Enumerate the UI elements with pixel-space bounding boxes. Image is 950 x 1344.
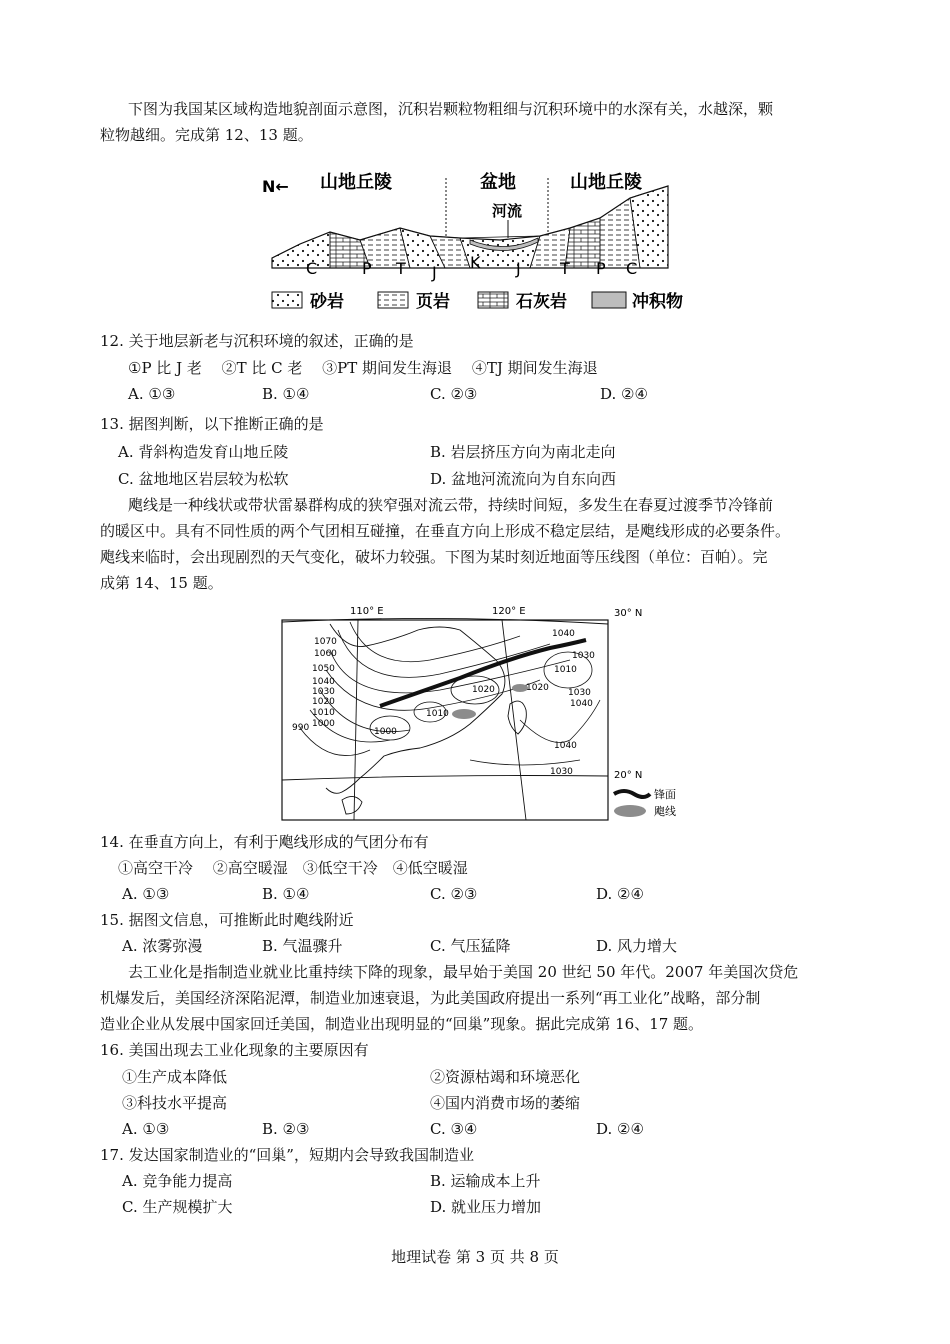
q16-stem: 16. 美国出现去工业化现象的主要原因有 (100, 1041, 369, 1059)
legend-squall: 飑线 (654, 805, 676, 818)
stratum-label: P (596, 259, 606, 278)
lon-110-label: 110° E (350, 606, 384, 617)
q16-option-b[interactable]: B. ②③ (262, 1120, 310, 1138)
q14-option-b[interactable]: B. ①④ (262, 885, 310, 903)
q14-option-a[interactable]: A. ①③ (122, 885, 170, 903)
legend-shale: 页岩 (416, 292, 450, 312)
stratum-label: T (560, 259, 570, 278)
isobar-label: 1010 (312, 708, 335, 718)
intro2-line1: 飑线是一种线状或带状雷暴群构成的狭窄强对流云带，持续时间短，多发生在春夏过渡季节冷锋前 (128, 496, 774, 514)
isobar-label: 1040 (312, 677, 335, 687)
q16-item4: ④国内消费市场的萎缩 (430, 1094, 581, 1112)
north-arrow: N← (262, 177, 289, 196)
q15-option-b[interactable]: B. 气温骤升 (262, 937, 343, 955)
intro3-line1: 去工业化是指制造业就业比重持续下降的现象，最早始于美国 20 世纪 50 年代。2007 年美国次贷危 (128, 963, 799, 981)
lat-30-label: 30° N (614, 608, 643, 619)
stratum-label: T (396, 259, 406, 278)
isobar-label: 1040 (570, 699, 593, 709)
stratum-label: J (432, 263, 437, 282)
q15-option-c[interactable]: C. 气压猛降 (430, 937, 511, 955)
stratum-label: K (470, 253, 481, 272)
stratum-label: J (516, 259, 521, 278)
cross-section-figure (0, 158, 950, 328)
isobar-label: 1000 (312, 719, 335, 729)
isobar-label: 1040 (552, 629, 575, 639)
intro2-line3: 飑线来临时，会出现剧烈的天气变化，破坏力较强。下图为某时刻近地面等压线图（单位：百帕）。完 (100, 548, 768, 566)
q17-option-b[interactable]: B. 运输成本上升 (430, 1172, 541, 1190)
isobar-label: 1020 (526, 683, 549, 693)
q17-option-d[interactable]: D. 就业压力增加 (430, 1198, 542, 1216)
intro3-line2: 机爆发后，美国经济深陷泥潭，制造业加速衰退，为此美国政府提出一系列“再工业化”战略，部分制 (100, 989, 761, 1007)
page-footer: 地理试卷 第 3 页 共 8 页 (391, 1248, 559, 1266)
label-basin: 盆地 (480, 172, 516, 193)
q16-item3: ③科技水平提高 (122, 1094, 228, 1112)
isobar-label: 1010 (426, 709, 449, 719)
label-right-hills: 山地丘陵 (570, 172, 642, 193)
label-left-hills: 山地丘陵 (320, 172, 392, 193)
lat-20-label: 20° N (614, 770, 643, 781)
q14-items: ①高空干冷 ②高空暖湿 ③低空干冷 ④低空暖湿 (118, 859, 468, 877)
isobar-label: 1020 (312, 697, 335, 707)
q12-option-b[interactable]: B. ①④ (262, 385, 310, 403)
q12-option-a[interactable]: A. ①③ (128, 385, 176, 403)
q17-option-a[interactable]: A. 竞争能力提高 (122, 1172, 233, 1190)
intro2-line4: 成第 14、15 题。 (100, 574, 223, 592)
isobar-label: 1000 (374, 727, 397, 737)
q15-stem: 15. 据图文信息，可推断此时飑线附近 (100, 911, 354, 929)
q12-option-d[interactable]: D. ②④ (600, 385, 648, 403)
q13-option-c[interactable]: C. 盆地地区岩层较为松软 (118, 470, 289, 488)
q12-option-c[interactable]: C. ②③ (430, 385, 478, 403)
q12-stem: 12. 关于地层新老与沉积环境的叙述，正确的是 (100, 332, 414, 350)
q13-option-b[interactable]: B. 岩层挤压方向为南北走向 (430, 443, 616, 461)
q16-option-c[interactable]: C. ③④ (430, 1120, 478, 1138)
intro2-line2: 的暖区中。具有不同性质的两个气团相互碰撞，在垂直方向上形成不稳定层结，是飑线形成的必要条件。 (100, 522, 791, 540)
isobar-label: 1020 (472, 685, 495, 695)
isobar-label: 1030 (568, 688, 591, 698)
isobar-label: 1050 (312, 664, 335, 674)
intro1-line2: 粒物越细。完成第 12、13 题。 (100, 126, 313, 144)
legend-limestone: 石灰岩 (516, 292, 567, 312)
intro3-line3: 造业企业从发展中国家回迁美国，制造业出现明显的“回巢”现象。据此完成第 16、17 题。 (100, 1015, 704, 1033)
q17-option-c[interactable]: C. 生产规模扩大 (122, 1198, 233, 1216)
legend-sandstone: 砂岩 (310, 292, 344, 312)
isobar-label: 1060 (314, 649, 337, 659)
isobar-label: 990 (292, 723, 310, 733)
q13-option-a[interactable]: A. 背斜构造发育山地丘陵 (118, 443, 289, 461)
q14-stem: 14. 在垂直方向上，有利于飑线形成的气团分布有 (100, 833, 429, 851)
q16-option-a[interactable]: A. ①③ (122, 1120, 170, 1138)
q16-item1: ①生产成本降低 (122, 1068, 228, 1086)
isobar-label: 1030 (550, 767, 573, 777)
stratum-label: C (306, 259, 318, 278)
isobar-label: 1070 (314, 637, 337, 647)
q15-option-a[interactable]: A. 浓雾弥漫 (122, 937, 203, 955)
q17-stem: 17. 发达国家制造业的“回巢”，短期内会导致我国制造业 (100, 1146, 474, 1164)
q12-items: ①P 比 J 老 ②T 比 C 老 ③PT 期间发生海退 ④TJ 期间发生海退 (128, 359, 598, 377)
isobar-label: 1010 (554, 665, 577, 675)
q14-option-c[interactable]: C. ②③ (430, 885, 478, 903)
legend-front: 锋面 (654, 788, 676, 801)
q14-option-d[interactable]: D. ②④ (596, 885, 644, 903)
stratum-label: P (362, 259, 372, 278)
lon-120-label: 120° E (492, 606, 526, 617)
isobar-map (270, 600, 690, 830)
q16-item2: ②资源枯竭和环境恶化 (430, 1068, 581, 1086)
isobar-label: 1040 (554, 741, 577, 751)
isobar-label: 1030 (312, 687, 335, 697)
label-river: 河流 (492, 202, 523, 220)
intro1-line1: 下图为我国某区域构造地貌剖面示意图，沉积岩颗粒物粗细与沉积环境中的水深有关，水越深，颗 (128, 100, 774, 118)
stratum-label: C (626, 259, 638, 278)
q16-option-d[interactable]: D. ②④ (596, 1120, 644, 1138)
q13-option-d[interactable]: D. 盆地河流流向为自东向西 (430, 470, 617, 488)
legend-alluvium: 冲积物 (632, 292, 683, 312)
q13-stem: 13. 据图判断，以下推断正确的是 (100, 415, 324, 433)
q15-option-d[interactable]: D. 风力增大 (596, 937, 678, 955)
isobar-label: 1030 (572, 651, 595, 661)
